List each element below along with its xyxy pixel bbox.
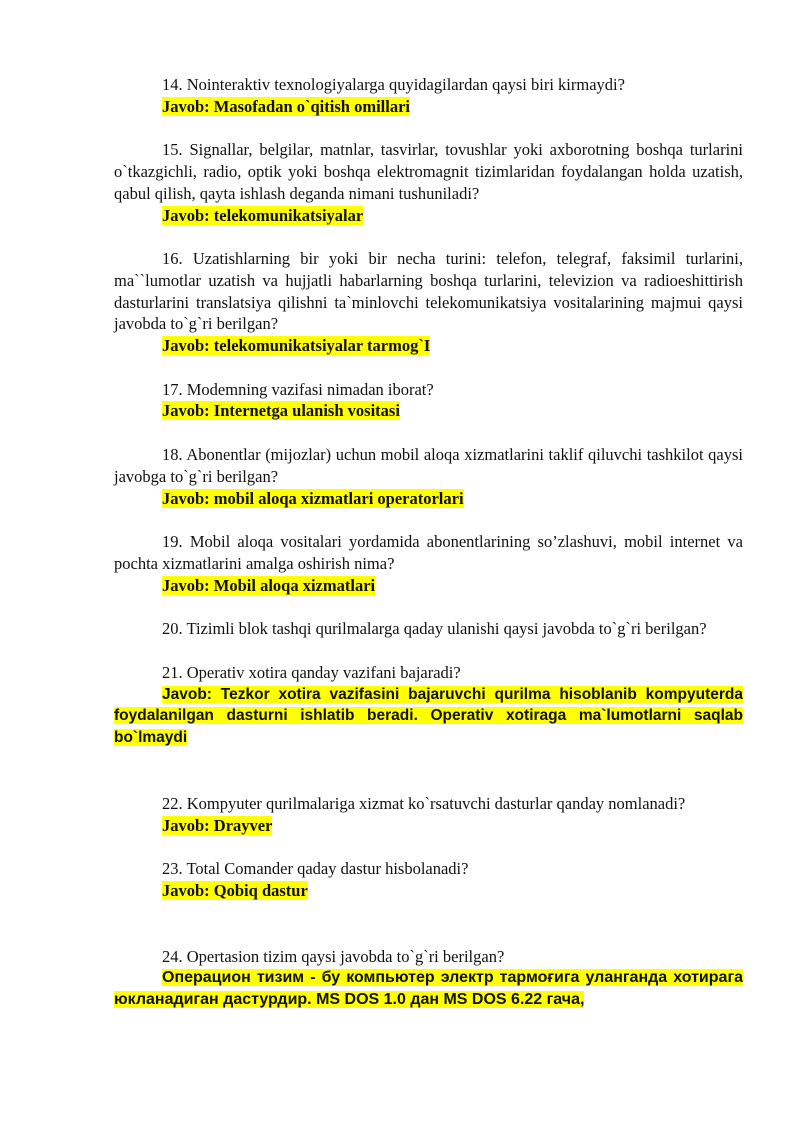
answer-23: Javob: Qobiq dastur <box>162 880 308 900</box>
question-16: 16. Uzatishlarning bir yoki bir necha turini: telefon, telegraf, faksimil turlarini, ma``lumotlar uzatish va hujjatli habarlarning boshqa turlarini, televizion va radioeshittirish dasturlarini translatsiya qilishni ta`minlovchi telekomunikatsiya vositalarining majmui qaysi javobda to`g`ri berilgan? <box>114 249 743 334</box>
answer-24: Операцион тизим - бу компьютер электр тармоғига уланганда хотирага юкланадиган дастурдир. MS DOS 1.0 дан MS DOS 6.22 гача, <box>114 969 743 1009</box>
answer-19: Javob: Mobil aloqa xizmatlari <box>162 575 376 595</box>
answer-21: Javob: Tezkor xotira vazifasini bajaruvchi qurilma hisoblanib kompyuterda foydalanilgan dasturni ishlatib beradi. Operativ xotiraga ma`lumotlarni saqlab bo`lmaydi <box>114 685 743 747</box>
question-17: 17. Modemning vazifasi nimadan iborat? <box>162 379 434 399</box>
question-14: 14. Nointeraktiv texnologiyalarga quyidagilardan qaysi biri kirmaydi? <box>162 75 625 94</box>
question-21: 21. Operativ xotira qanday vazifani bajaradi? <box>162 663 461 683</box>
answer-22: Javob: Drayver <box>162 815 273 835</box>
question-23: 23. Total Comander qaday dastur hisbolanadi? <box>162 859 469 879</box>
question-20: 20. Tizimli blok tashqi qurilmalarga qaday ulanishi qaysi javobda to`g`ri berilgan? <box>162 619 707 639</box>
question-19: 19. Mobil aloqa vositalari yordamida abonentlarining so’zlashuvi, mobil internet va pochta xizmatlarini amalga oshirish nima? <box>114 532 743 573</box>
answer-18: Javob: mobil aloqa xizmatlari operatorlari <box>162 488 464 508</box>
answer-16: Javob: telekomunikatsiyalar tarmog`I <box>162 336 431 356</box>
answer-15: Javob: telekomunikatsiyalar <box>162 205 364 225</box>
document-page <box>114 74 743 1011</box>
answer-14: Javob: Masofadan o`qitish omillari <box>162 96 410 116</box>
question-15: 15. Signallar, belgilar, matnlar, tasvirlar, tovushlar yoki axborotning boshqa turlarini o`tkazgichli, radio, optik yoki boshqa elektromagnit tizimlaridan foydalangan holda uzatish, qabul qilish, qayta ishlash deganda nimani tushuniladi? <box>114 140 743 203</box>
question-18: 18. Abonentlar (mijozlar) uchun mobil aloqa xizmatlarini taklif qiluvchi tashkilot qaysi javobga to`g`ri berilgan? <box>114 445 743 486</box>
answer-17: Javob: Internetga ulanish vositasi <box>162 401 400 421</box>
question-24: 24. Opertasion tizim qaysi javobda to`g`ri berilgan? <box>162 946 505 966</box>
question-22: 22. Kompyuter qurilmalariga xizmat ko`rsatuvchi dasturlar qanday nomlanadi? <box>162 793 686 813</box>
